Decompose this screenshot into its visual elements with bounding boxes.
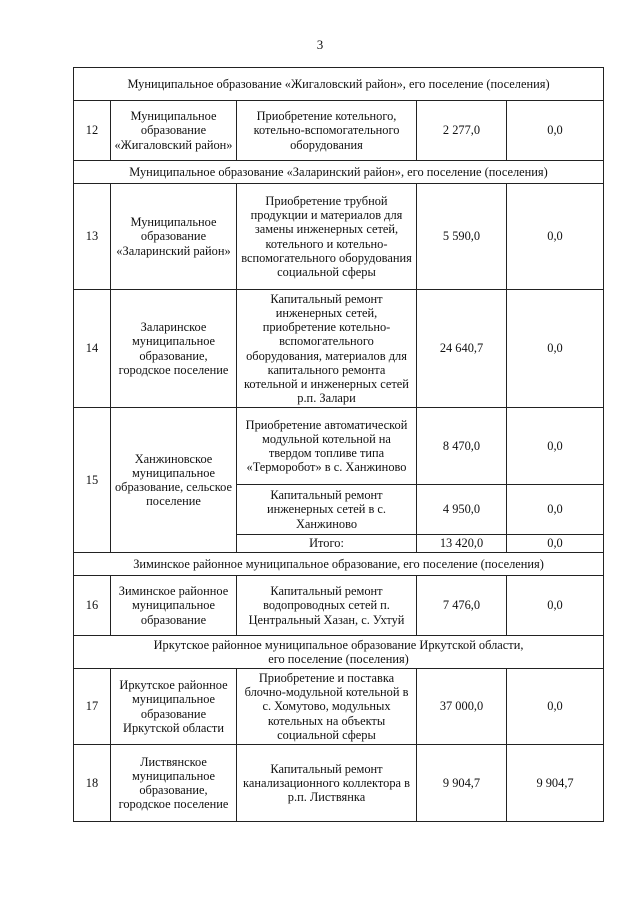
table-row (74, 101, 604, 161)
section-header: Зиминское районное муниципальное образование, его поселение (поселения) (74, 553, 604, 576)
total-amount2: 0,0 (507, 535, 604, 553)
entity-cell: Листвянское муниципальное образование, городское поселение (111, 745, 237, 822)
entity-cell: Заларинское муниципальное образование, городское поселение (111, 290, 237, 408)
row-number: 18 (74, 745, 111, 822)
section-header: Муниципальное образование «Жигаловский район», его поселение (поселения) (74, 68, 604, 101)
subsidy-table (73, 67, 604, 822)
amount2-cell: 9 904,7 (507, 745, 604, 822)
entity-cell: Ханжиновское муниципальное образование, сельское поселение (111, 408, 237, 553)
table-row (74, 290, 604, 408)
amount-cell: 7 476,0 (417, 576, 507, 636)
row-number: 12 (74, 101, 111, 161)
amount-cell: 2 277,0 (417, 101, 507, 161)
amount2-cell: 0,0 (507, 290, 604, 408)
section-row (74, 68, 604, 101)
section-header-line: Иркутское районное муниципальное образование Иркутской области, (153, 637, 524, 652)
section-header-line: его поселение (поселения) (268, 652, 409, 666)
amount-cell: 5 590,0 (417, 184, 507, 290)
section-header (74, 636, 604, 669)
row-number: 14 (74, 290, 111, 408)
purpose-cell: Приобретение автоматической модульной котельной на твердом топливе типа «Терморобот» в с. Ханжиново (237, 408, 417, 485)
section-header: Муниципальное образование «Заларинский район», его поселение (поселения) (74, 161, 604, 184)
section-row (74, 636, 604, 669)
amount2-cell: 0,0 (507, 408, 604, 485)
purpose-cell: Приобретение и поставка блочно-модульной котельной в с. Хомутово, модульных котельных на объекты социальной сферы (237, 669, 417, 745)
table-row (74, 576, 604, 636)
amount-cell: 37 000,0 (417, 669, 507, 745)
amount-cell: 8 470,0 (417, 408, 507, 485)
purpose-cell: Капитальный ремонт инженерных сетей в с. Ханжиново (237, 485, 417, 535)
entity-cell: Муниципальное образование «Жигаловский район» (111, 101, 237, 161)
entity-cell: Иркутское районное муниципальное образование Иркутской области (111, 669, 237, 745)
amount2-cell: 0,0 (507, 576, 604, 636)
entity-cell: Муниципальное образование «Заларинский район» (111, 184, 237, 290)
amount2-cell: 0,0 (507, 485, 604, 535)
table-row (74, 745, 604, 822)
amount-cell: 24 640,7 (417, 290, 507, 408)
section-row (74, 161, 604, 184)
amount-cell: 9 904,7 (417, 745, 507, 822)
purpose-cell: Капитальный ремонт канализационного коллектора в р.п. Листвянка (237, 745, 417, 822)
purpose-cell: Капитальный ремонт водопроводных сетей п. Центральный Хазан, с. Ухтуй (237, 576, 417, 636)
total-amount: 13 420,0 (417, 535, 507, 553)
total-label: Итого: (237, 535, 417, 553)
row-number: 17 (74, 669, 111, 745)
row-number: 15 (74, 408, 111, 553)
purpose-cell: Приобретение трубной продукции и материалов для замены инженерных сетей, котельного и котельно-вспомогательного оборудования социальной сферы (237, 184, 417, 290)
amount2-cell: 0,0 (507, 669, 604, 745)
entity-cell: Зиминское районное муниципальное образование (111, 576, 237, 636)
row-number: 13 (74, 184, 111, 290)
row-number: 16 (74, 576, 111, 636)
table-row (74, 669, 604, 745)
amount2-cell: 0,0 (507, 101, 604, 161)
purpose-cell: Приобретение котельного, котельно-вспомогательного оборудования (237, 101, 417, 161)
table-row (74, 184, 604, 290)
section-row (74, 553, 604, 576)
purpose-cell: Капитальный ремонт инженерных сетей, приобретение котельно-вспомогательного оборудования, материалов для капитального ремонта котельной и инженерных сетей р.п. Залари (237, 290, 417, 408)
table-row (74, 408, 604, 485)
amount2-cell: 0,0 (507, 184, 604, 290)
page-number: 3 (316, 37, 324, 52)
amount-cell: 4 950,0 (417, 485, 507, 535)
